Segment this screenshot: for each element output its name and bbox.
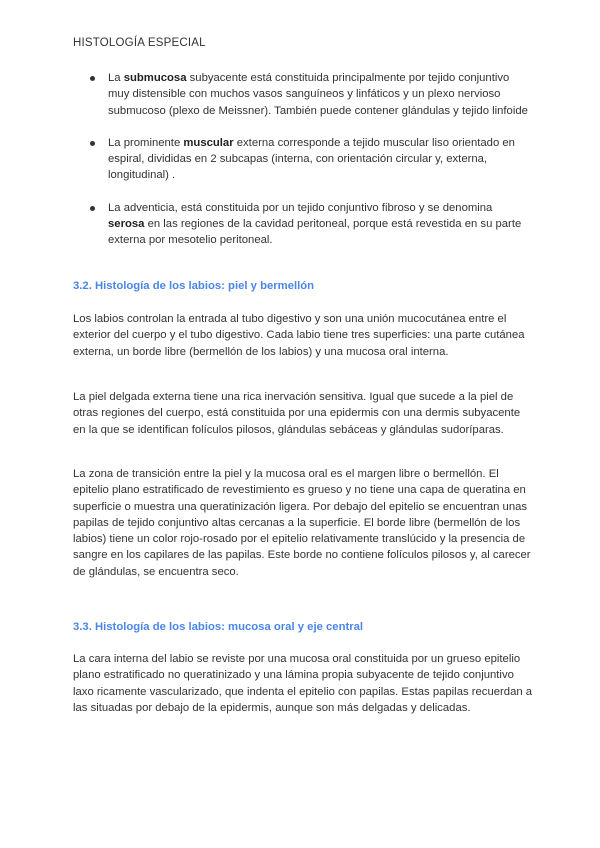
paragraph: La cara interna del labio se reviste por una mucosa oral constituida por un grueso epitelio plano estratificado no queratinizado y una lámina propia subyacente de tejido conjuntivo laxo ricamente vascularizado, que indenta el epitelio con papilas. Estas papilas recuerdan a las situadas por debajo de la epidermis, aunque son más delgadas y delicadas. — [73, 653, 533, 714]
list-item — [90, 70, 530, 119]
section-heading-3-3: 3.3. Histología de los labios: mucosa oral y eje central — [73, 621, 364, 633]
paragraph: La zona de transición entre la piel y la mucosa oral es el margen libre o bermellón. El epitelio plano estratificado de revestimiento es grueso y no tiene una capa de queratina en superficie o muestra una queratinización ligera. Por debajo del epitelio se encuentran unas papilas de tejido conjuntivo altas cercanas a la superficie. El borde libre (bermellón de los labios) tiene un color rojo-rosado por el epitelio relativamente translúcido y la presencia de sangre en los capilares de las papilas. Este borde no contiene folículos pilosos y, al carecer de glándulas, se encuentra seco. — [73, 468, 531, 578]
bullet-text-after: subyacente está constituida principalmente por tejido conjuntivo muy distensible con muchos vasos sanguíneos y linfáticos y un plexo nervioso submucoso (plexo de Meissner). También puede contener glándulas y tejido linfoide — [108, 72, 528, 117]
list-item — [90, 200, 530, 249]
bullet-icon — [90, 76, 95, 81]
bullet-text-before: La prominente — [108, 136, 184, 149]
bullet-text-before: La adventicia, está constituida por un tejido conjuntivo fibroso y se denomina — [108, 201, 493, 214]
bullet-icon — [90, 206, 95, 211]
paragraph: La piel delgada externa tiene una rica inervación sensitiva. Igual que sucede a la piel de otras regiones del cuerpo, está constituida por una epidermis con una dermis subyacente en la que se identifican folículos pilosos, glándulas sebáceas y glándulas sudoríparas. — [73, 391, 521, 436]
paragraph: Los labios controlan la entrada al tubo digestivo y son una unión mucocutánea entre el exterior del cuerpo y el tubo digestivo. Cada labio tiene tres superficies: una parte cutánea externa, un borde libre (bermellón de los labios) y una mucosa oral interna. — [73, 313, 525, 358]
bullet-text-before: La — [108, 72, 124, 84]
list-item — [90, 135, 530, 184]
bullet-text-after: en las regiones de la cavidad peritoneal, porque está revestida en su parte externa por mesotelio peritoneal. — [108, 218, 522, 247]
bullet-bold-term: submucosa — [123, 72, 187, 84]
bullet-text-after: externa corresponde a tejido muscular liso orientado en espiral, divididas en 2 subcapas (interna, con orientación circular y, externa, longitudinal) . — [108, 136, 515, 182]
bullet-icon — [90, 141, 95, 146]
section-heading-3-2: 3.2. Histología de los labios: piel y bermellón — [73, 280, 315, 292]
bullet-list — [90, 70, 530, 265]
bullet-bold-term: muscular — [183, 136, 234, 149]
running-header: HISTOLOGÍA ESPECIAL — [73, 37, 206, 49]
bullet-bold-term: serosa — [108, 218, 145, 231]
